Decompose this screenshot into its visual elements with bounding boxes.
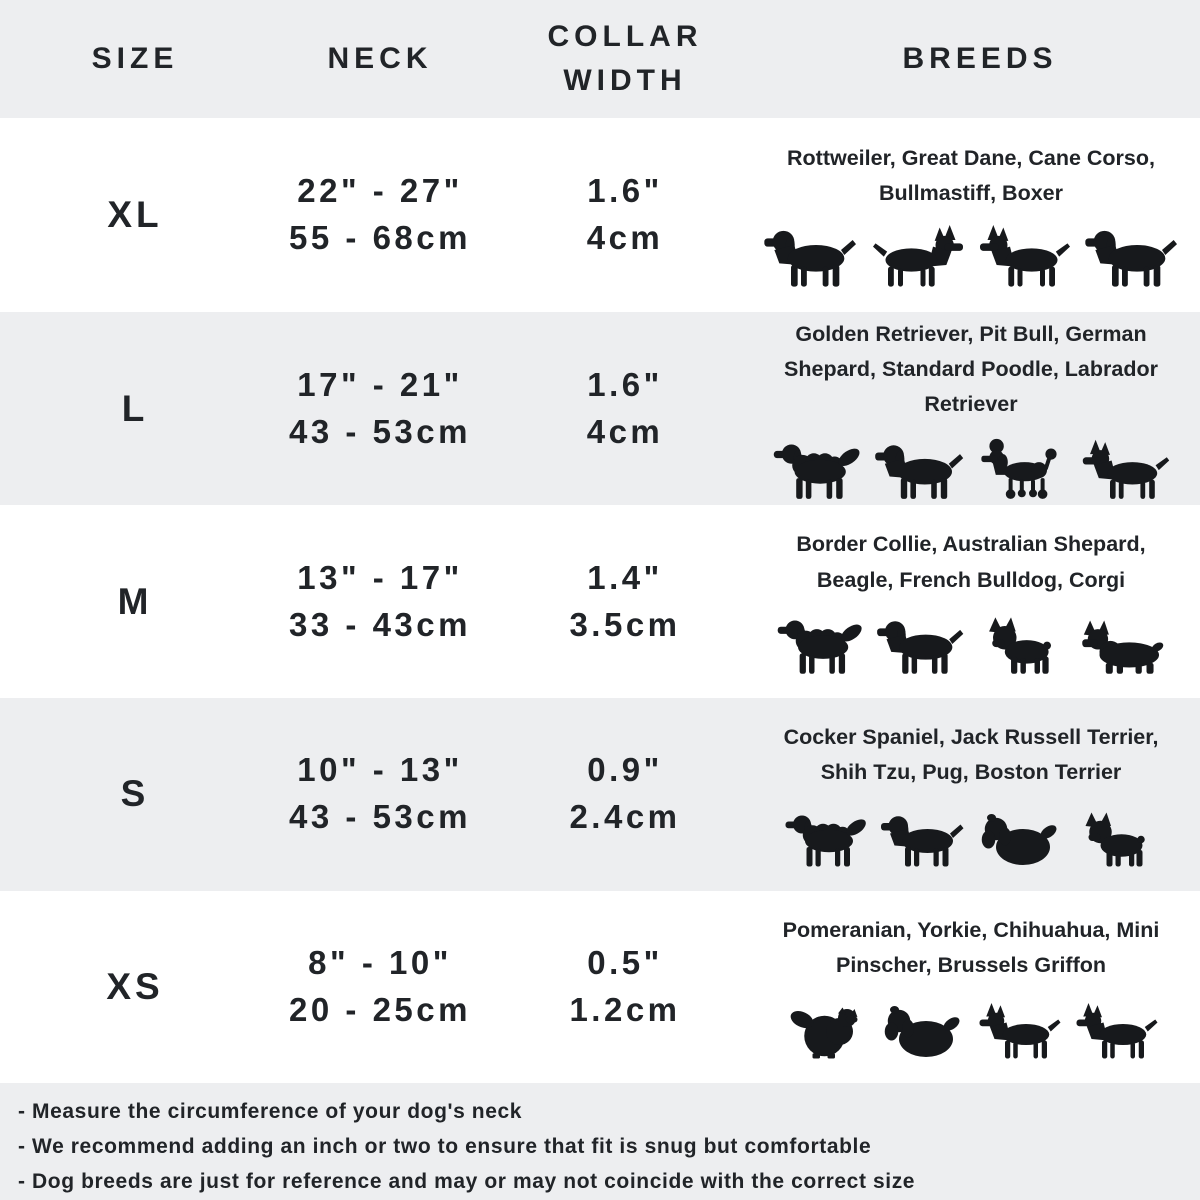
table-header <box>0 0 1200 118</box>
collar-width-measurement <box>490 312 760 505</box>
breeds-cell <box>760 118 1200 313</box>
breed-names: Pomeranian, Yorkie, Chihuahua, Mini Pinscher, Brussels Griffon <box>782 917 1160 978</box>
rottweiler-icon <box>761 221 861 289</box>
table-row-xs <box>0 891 1200 1084</box>
neck-cm: 55 - 68cm <box>289 219 471 256</box>
breed-names: Rottweiler, Great Dane, Cane Corso, Bullmastiff, Boxer <box>787 145 1155 205</box>
yorkie-icon <box>878 999 968 1061</box>
breed-names: Cocker Spaniel, Jack Russell Terrier, Shih Tzu, Pug, Boston Terrier <box>783 725 1159 785</box>
collar-width-cm: 3.5cm <box>569 605 681 643</box>
chihuahua-icon <box>975 999 1065 1061</box>
neck-cm: 20 - 25cm <box>289 991 471 1029</box>
neck-inches: 22" - 27" <box>297 172 463 210</box>
beagle-icon <box>874 612 968 676</box>
australian-shepherd-icon <box>773 612 867 676</box>
cocker-spaniel-icon <box>781 807 871 869</box>
labrador-icon <box>872 436 968 501</box>
neck-inches: 10" - 13" <box>297 751 463 789</box>
neck-inches: 8" - 10" <box>308 944 452 982</box>
note-recommend: - We recommend adding an inch or two to ensure that fit is snug but comfortable <box>18 1135 872 1159</box>
collar-width-inches: 1.6" <box>587 172 663 210</box>
dog-icon-strip <box>769 431 1174 501</box>
min-pinscher-icon <box>1072 999 1162 1061</box>
collar-width-cm: 4cm <box>586 219 664 256</box>
dog-icon-strip <box>773 606 1170 676</box>
corgi-icon <box>1076 612 1170 676</box>
neck-measurement <box>270 118 490 313</box>
neck-cm: 43 - 53cm <box>289 412 471 450</box>
table-row-xl <box>0 118 1200 313</box>
collar-width-inches: 1.4" <box>587 558 663 596</box>
breeds-cell <box>760 312 1200 505</box>
note-reference: - Dog breeds are just for reference and may or may not coincide with the correct size <box>18 1170 916 1194</box>
pomeranian-icon <box>781 999 871 1061</box>
table-row-s <box>0 698 1200 891</box>
breed-names: Golden Retriever, Pit Bull, German Shepard, Standard Poodle, Labrador Retriever <box>784 321 1158 417</box>
collar-width-measurement <box>490 505 760 698</box>
footer-notes <box>0 1083 1200 1200</box>
size-label: XL <box>107 194 163 235</box>
collar-width-measurement <box>490 698 760 891</box>
collar-width-cm: 2.4cm <box>569 798 681 836</box>
cane-corso-icon <box>975 221 1075 289</box>
great-dane-icon <box>868 221 968 289</box>
neck-inches: 13" - 17" <box>297 558 463 596</box>
shih-tzu-icon <box>975 807 1065 869</box>
breeds-cell <box>760 505 1200 698</box>
header-size: SIZE <box>91 42 179 76</box>
pug-icon <box>1072 807 1162 869</box>
neck-measurement <box>270 505 490 698</box>
breed-names: Border Collie, Australian Shepard, Beagle, French Bulldog, Corgi <box>796 532 1146 592</box>
neck-measurement <box>270 312 490 505</box>
poodle-icon <box>975 436 1071 501</box>
dog-icon-strip <box>781 991 1162 1061</box>
breeds-cell <box>760 891 1200 1084</box>
collar-width-measurement <box>490 891 760 1084</box>
french-bulldog-icon <box>975 612 1069 676</box>
collar-width-inches: 0.9" <box>587 751 663 789</box>
dog-icon-strip <box>761 219 1182 289</box>
golden-retriever-icon <box>769 436 865 501</box>
collar-width-cm: 4cm <box>586 412 664 450</box>
bullmastiff-icon <box>1082 221 1182 289</box>
collar-width-inches: 1.6" <box>587 365 663 403</box>
dog-icon-strip <box>781 799 1162 869</box>
neck-cm: 43 - 53cm <box>289 798 471 836</box>
header-collar-width: COLLAR WIDTH <box>547 20 703 97</box>
collar-width-measurement <box>490 118 760 313</box>
german-shepherd-icon <box>1078 436 1174 501</box>
neck-measurement <box>270 891 490 1084</box>
neck-measurement <box>270 698 490 891</box>
neck-cm: 33 - 43cm <box>289 605 471 643</box>
header-breeds: BREEDS <box>902 42 1058 76</box>
collar-width-inches: 0.5" <box>587 944 663 982</box>
breeds-cell <box>760 698 1200 891</box>
collar-width-cm: 1.2cm <box>569 991 681 1029</box>
neck-inches: 17" - 21" <box>297 365 463 403</box>
header-neck: NECK <box>327 42 433 76</box>
table-row-l <box>0 312 1200 505</box>
size-label: S <box>120 773 150 815</box>
size-label: M <box>117 580 153 622</box>
jack-russell-icon <box>878 807 968 869</box>
size-label: XS <box>106 966 164 1008</box>
table-row-m <box>0 505 1200 698</box>
size-label: L <box>121 387 149 429</box>
note-measure: - Measure the circumference of your dog's neck <box>18 1100 523 1124</box>
